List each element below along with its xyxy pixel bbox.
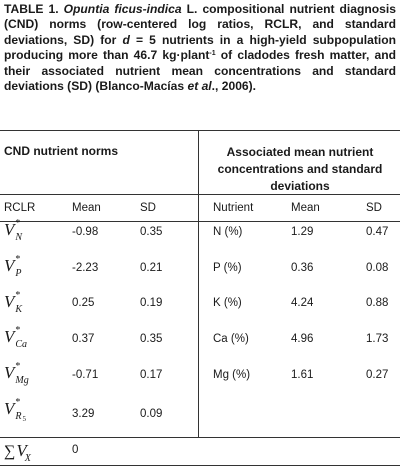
rclr-sd: 0.35 — [140, 226, 163, 238]
rclr-symbol: $V^*_P$ — [4, 254, 22, 279]
caption-text-1: L. compositional nutrient diagnosis (CND) norms (row-centered log ratios, RCLR, and standard deviations, SD) for — [4, 2, 396, 47]
rclr-mean: 0.37 — [72, 333, 95, 345]
column-header-nutrient: Nutrient — [213, 202, 254, 214]
nutrient-name: P (%) — [213, 262, 242, 274]
column-header-mean: Mean — [72, 202, 101, 214]
column-header-nutrient-sd: SD — [366, 202, 382, 214]
rclr-symbol: $V^*_N$ — [4, 218, 23, 243]
caption-unit-exponent: -1 — [209, 50, 216, 58]
nutrient-sd: 0.08 — [366, 262, 389, 274]
rclr-mean: -0.98 — [72, 226, 99, 238]
column-header-sd: SD — [140, 202, 156, 214]
rclr-mean: -0.71 — [72, 369, 99, 381]
rclr-symbol: $V^*_{Mg}$ — [4, 361, 29, 386]
caption-text-2: = 5 nutrients in a high-yield subpopulation producing more than 46.7 kg·plant — [4, 32, 396, 63]
sum-symbol: $\sum V_X$ — [4, 441, 31, 464]
sum-mean: 0 — [72, 444, 79, 456]
caption-variable-d: d — [122, 32, 130, 47]
table-top-rule — [0, 130, 400, 131]
rclr-symbol: $V^*_K$ — [4, 290, 23, 315]
nutrient-name: N (%) — [213, 226, 243, 238]
rclr-mean: 0.25 — [72, 297, 95, 309]
rclr-mean: -2.23 — [72, 262, 99, 274]
column-header-rule — [0, 221, 400, 222]
rclr-sd: 0.35 — [140, 333, 163, 345]
nutrient-mean: 4.96 — [291, 333, 314, 345]
nutrient-mean: 1.29 — [291, 226, 314, 238]
table-label: TABLE 1. — [4, 2, 59, 16]
rclr-sd: 0.19 — [140, 297, 163, 309]
species-name: Opuntia ficus-indica — [63, 2, 182, 16]
left-group-heading: CND nutrient norms — [4, 144, 118, 158]
caption-et-al: et al — [187, 79, 212, 94]
column-header-rclr: RCLR — [4, 202, 36, 214]
table-bottom-rule — [0, 465, 400, 466]
rclr-sd: 0.17 — [140, 369, 163, 381]
sum-row-rule — [0, 437, 400, 438]
nutrient-mean: 1.61 — [291, 369, 314, 381]
nutrient-name: K (%) — [213, 297, 242, 309]
nutrient-name: Mg (%) — [213, 369, 251, 381]
column-header-nutrient-mean: Mean — [291, 202, 320, 214]
nutrient-sd: 0.88 — [366, 297, 389, 309]
nutrient-sd: 0.27 — [366, 369, 389, 381]
nutrient-sd: 0.47 — [366, 226, 389, 238]
nutrient-mean: 0.36 — [291, 262, 314, 274]
rclr-symbol: $V^*_{Ca}$ — [4, 325, 28, 350]
column-divider — [198, 130, 199, 437]
rclr-sd: 0.09 — [140, 408, 163, 420]
caption-text-3: of cladodes fresh matter, and their associated nutrient mean concentrations and standard deviations (SD) (Blanco-Macías — [4, 48, 396, 94]
caption-text-4: ., 2006). — [211, 79, 257, 94]
rclr-mean: 3.29 — [72, 408, 95, 420]
right-group-heading: Associated mean nutrient concentrations and standard deviations — [217, 145, 383, 193]
table-caption — [4, 2, 396, 94]
rclr-sd: 0.21 — [140, 262, 163, 274]
rclr-symbol: $V^*_{R5}$ — [4, 397, 26, 423]
nutrient-sd: 1.73 — [366, 333, 389, 345]
nutrient-name: Ca (%) — [213, 333, 249, 345]
nutrient-mean: 4.24 — [291, 297, 314, 309]
